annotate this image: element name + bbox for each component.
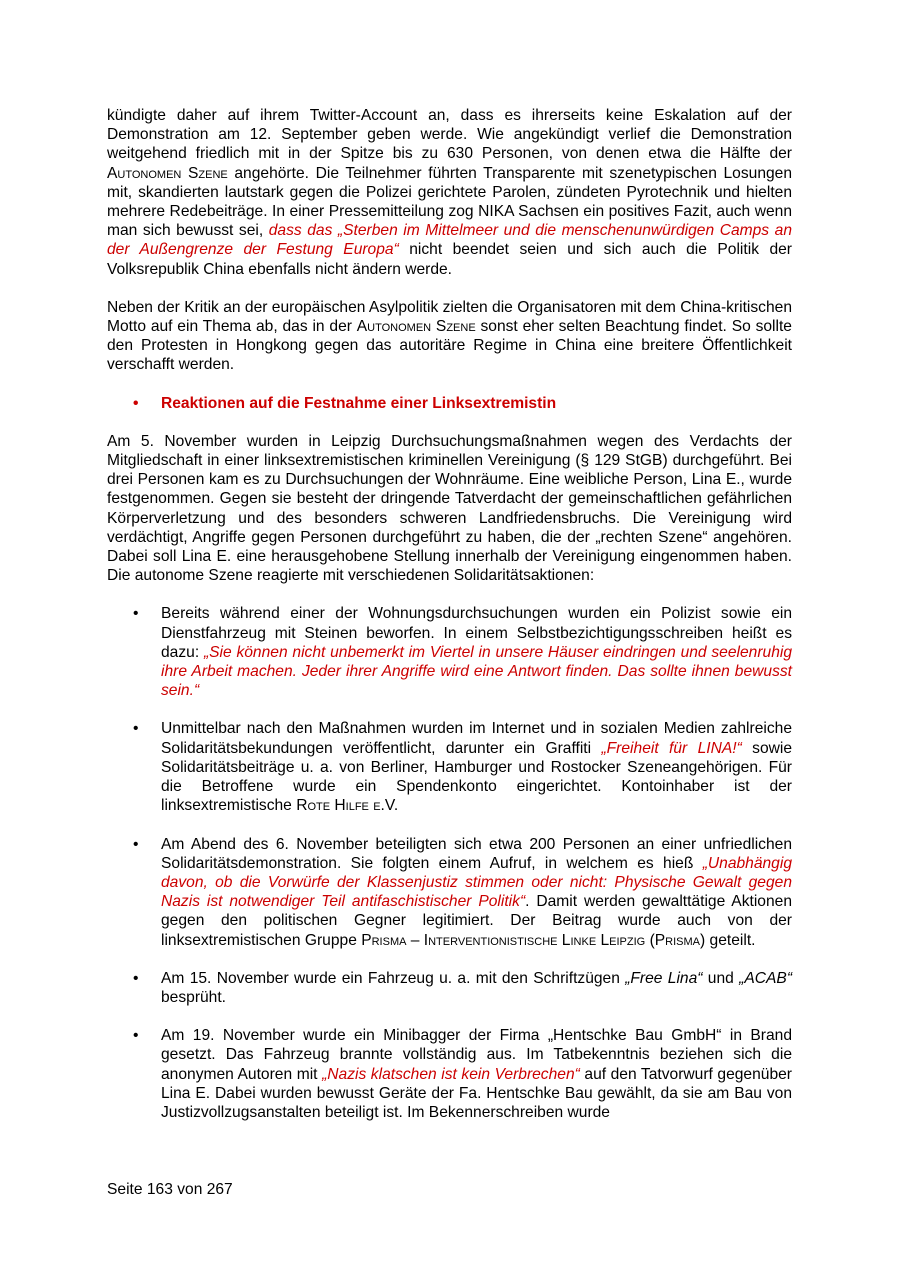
- quote: „Nazis klatschen ist kein Verbrechen“: [322, 1065, 580, 1083]
- bullet-icon: •: [133, 969, 139, 987]
- bullet-icon: •: [133, 605, 139, 623]
- section-heading: [107, 394, 792, 413]
- bullet-icon: •: [133, 835, 139, 853]
- organization-name: Rote Hilfe e.V.: [296, 797, 399, 815]
- quote-festung-europa: dass das „Sterben im Mittelmeer und die menschenunwürdigen Camps an der Außengrenze der Festung Europa“: [107, 222, 792, 259]
- quote: „Unabhängig davon, ob die Vorwürfe der Klassenjustiz stimmen oder nicht: Physische Gewalt gegen Nazis ist notwendiger Teil antifaschistischer Politik“: [161, 854, 792, 911]
- paragraph-nika-demonstration: kündigte daher auf ihrem Twitter-Account an, dass es ihrerseits keine Eskalation auf der Demonstration am 12. September geben werde. Wie angekündigt verlief die Demonstration weitgehend friedlich mit in der Spitze bis zu 630 Personen, von denen etwa die Hälfte der Autonomen Szene angehörte. Die Teilnehmer führten Transparente mit szenetypischen Losungen mit, skandierten lautstark gegen die Polizei gerichtete Parolen, zündeten Pyrotechnik und hielten mehrere Redebeiträge. In einer Pressemitteilung zog NIKA Sachsen ein positives Fazit, auch wenn man sich bewusst sei, dass das „Sterben im Mittelmeer und die menschenunwürdigen Camps an der Außengrenze der Festung Europa“ nicht beendet seien und sich auch die Politik der Volksrepublik China ebenfalls nicht ändern werde.: [107, 107, 793, 278]
- graffiti-text: „Free Lina“: [625, 969, 703, 987]
- list-item: • Am 19. November wurde ein Minibagger der Firma „Hentschke Bau GmbH“ in Brand gesetzt. Das Fahrzeug brannte vollständig aus. Im Tatbekenntnis beziehen sich die anonymen Autoren mit „Nazis klatschen ist kein Verbrechen“ auf den Tatvorwurf gegenüber Lina E. Dabei wurden bewusst Geräte der Fa. Hentschke Bau gewählt, da sie am Bau von Justizvollzugsanstalten beteiligt ist. Im Bekennerschreiben wurde: [133, 1027, 792, 1121]
- list-item: • Unmittelbar nach den Maßnahmen wurden im Internet und in sozialen Medien zahlreiche Solidaritätsbekundungen veröffentlicht, darunter ein Graffiti „Freiheit für LINA!“ sowie Solidaritätsbeiträge u. a. von Berliner, Hamburger und Rostocker Szeneangehörigen. Für die Betroffene wurde ein Spendenkonto eingerichtet. Kontoinhaber ist der linksextremistische Rote Hilfe e.V.: [133, 720, 793, 815]
- term-autonome-szene: Autonomen Szene: [107, 164, 228, 182]
- list-item: • Am 15. November wurde ein Fahrzeug u. a. mit den Schriftzügen „Free Lina“ und „ACAB“ besprüht.: [133, 969, 793, 1006]
- bullet-icon: •: [133, 1027, 139, 1045]
- paragraph-china-motto: Neben der Kritik an der europäischen Asylpolitik zielten die Organisatoren mit dem China-kritischen Motto auf ein Thema ab, das in der Autonomen Szene sonst eher selten Beachtung findet. So sollte den Protesten in Hongkong gegen das autoritäre Regime in China eine breitere Öffentlichkeit verschafft werden.: [107, 298, 792, 374]
- paragraph-festnahme: Am 5. November wurden in Leipzig Durchsuchungsmaßnahmen wegen des Verdachts der Mitgliedschaft in einer linksextremistischen kriminellen Vereinigung (§ 129 StGB) durchgeführt. Bei drei Personen kam es zu Durchsuchungen der Wohnräume. Eine weibliche Person, Lina E., wurde festgenommen. Gegen sie besteht der dringende Tatverdacht der gemeinschaftlichen gefährlichen Körperverletzung und des besonders schweren Landfriedensbruchs. Die Vereinigung wird verdächtigt, Angriffe gegen Personen durchgeführt zu haben, die der „rechten Szene“ angehören. Dabei soll Lina E. eine herausgehobene Stellung innerhalb der Vereinigung eingenommen haben. Die autonome Szene reagierte mit verschiedenen Solidaritätsaktionen:: [107, 432, 792, 585]
- bullet-icon: •: [133, 394, 139, 412]
- list-item: • Am Abend des 6. November beteiligten sich etwa 200 Personen an einer unfriedlichen Solidaritätsdemonstration. Sie folgten einem Aufruf, in welchem es hieß „Unabhängig davon, ob die Vorwürfe der Klassenjustiz stimmen oder nicht: Physische Gewalt gegen Nazis ist notwendiger Teil antifaschistischer Politik“. Damit werden gewalttätige Aktionen gegen den politischen Gegner legitimiert. Der Beitrag wurde auch von der linksextremistischen Gruppe Prisma – Interventionistische Linke Leipzig (Prisma) geteilt.: [133, 835, 792, 949]
- bullet-icon: •: [133, 720, 139, 738]
- page-number: Seite 163 von 267: [107, 1181, 233, 1198]
- quote: „Freiheit für LINA!“: [601, 739, 742, 757]
- quote: „Sie können nicht unbemerkt im Viertel in unsere Häuser eindringen und seelenruhig ihre Arbeit machen. Jeder ihrer Angriffe wird eine Antwort finden. Das sollte ihnen bewusst sein.“: [161, 643, 792, 700]
- term-autonome-szene: Autonomen Szene: [356, 318, 476, 336]
- organization-name: Prisma – Interventionistische Linke Leipzig: [361, 931, 646, 949]
- organization-name: Prisma: [654, 931, 701, 949]
- section-heading-text: Reaktionen auf die Festnahme einer Linksextremistin: [161, 394, 557, 412]
- solidarity-actions-list: [107, 604, 792, 1122]
- list-item: • Bereits während einer der Wohnungsdurchsuchungen wurden ein Polizist sowie ein Dienstfahrzeug mit Steinen beworfen. In einem Selbstbezichtigungsschreiben heißt es dazu: „Sie können nicht unbemerkt im Viertel in unsere Häuser eindringen und seelenruhig ihre Arbeit machen. Jeder ihrer Angriffe wird eine Antwort finden. Das sollte ihnen bewusst sein.“: [133, 605, 792, 700]
- graffiti-text: „ACAB“: [739, 969, 793, 987]
- page-body: [107, 106, 792, 1122]
